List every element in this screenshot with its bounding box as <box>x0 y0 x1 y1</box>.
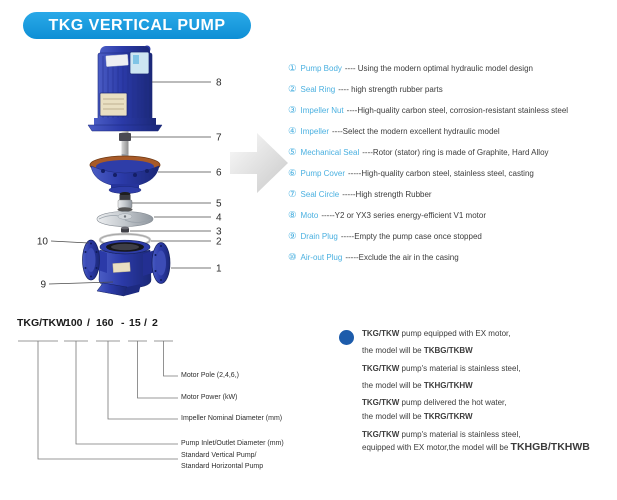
callout-6: 6 <box>216 167 222 179</box>
list-item <box>288 205 614 226</box>
part-name: Pump Body <box>300 64 342 73</box>
pump-body-illustration <box>83 240 171 296</box>
callout-2: 2 <box>216 236 222 248</box>
model-segment-power: 15 <box>129 317 141 329</box>
part-desc: -----High-quality carbon steel, stainless steel, casting <box>348 169 534 178</box>
part-name: Impeller <box>300 127 329 136</box>
pump-cover-illustration <box>90 156 160 194</box>
model-segment-inlet: 100 <box>65 317 83 329</box>
note-text: pump's material is stainless steel, <box>399 364 521 373</box>
note-line <box>362 329 511 342</box>
part-desc: ----Select the modern excellent hydraulic model <box>331 127 500 136</box>
parts-list <box>288 58 614 268</box>
part-name: Air-out Plug <box>300 253 343 262</box>
item-number: ② <box>288 84 297 95</box>
note-text: pump's material is stainless steel, <box>399 430 521 439</box>
title-banner <box>23 12 251 39</box>
motor-illustration <box>88 46 162 132</box>
item-number: ⑤ <box>288 147 297 158</box>
label-motor-pole: Motor Pole (2,4,6,) <box>181 372 239 379</box>
model-segment-impeller: 160 <box>96 317 114 329</box>
list-item <box>288 121 614 142</box>
model-separator: / <box>87 317 90 329</box>
item-number: ⑨ <box>288 231 297 242</box>
note-text: the model will be <box>362 346 424 355</box>
model-separator: / <box>144 317 147 329</box>
part-desc: ----Rotor (stator) ring is made of Graphite, Hard Alloy <box>362 148 549 157</box>
list-item <box>288 247 614 268</box>
list-item <box>288 184 614 205</box>
model-code: TKG/TKW <box>362 329 400 338</box>
part-name: Moto <box>300 211 319 220</box>
list-item <box>288 163 614 184</box>
callout-1: 1 <box>216 263 222 275</box>
note-text: pump delivered the hot water, <box>399 398 507 407</box>
item-number: ⑩ <box>288 252 297 263</box>
model-segment-series: TKG/TKW <box>17 317 66 329</box>
item-number: ⑦ <box>288 189 297 200</box>
model-code: TKG/TKW <box>362 364 400 373</box>
model-segment-pole: 2 <box>152 317 158 329</box>
model-separator: - <box>121 317 125 329</box>
callout-10: 10 <box>36 236 48 248</box>
mechanical-seal-illustration <box>118 192 133 212</box>
note-text: the model will be <box>362 381 424 390</box>
model-code: TKBG/TKBW <box>423 346 473 355</box>
callout-3: 3 <box>216 226 222 238</box>
model-breakdown-lines <box>10 333 300 483</box>
callout-7: 7 <box>216 132 222 144</box>
note-line <box>362 441 590 454</box>
model-code: TKHG/TKHW <box>423 381 473 390</box>
note-text: pump equipped with EX motor, <box>399 329 511 338</box>
note-line <box>362 364 520 377</box>
part-name: Mechanical Seal <box>300 148 360 157</box>
note-text: equipped with EX motor,the model will be <box>362 443 511 452</box>
part-desc: -----Y2 or YX3 series energy-efficient V1 motor <box>321 211 486 220</box>
list-item <box>288 226 614 247</box>
page-title: TKG VERTICAL PUMP <box>48 16 226 34</box>
note-line <box>362 398 507 411</box>
label-standard-vertical: Standard Vertical Pump/ <box>181 452 257 459</box>
model-code: TKG/TKW <box>362 430 400 439</box>
part-desc: ---- Using the modern optimal hydraulic model design <box>344 64 533 73</box>
part-name: Drain Plug <box>300 232 338 241</box>
part-desc: ---- high strength rubber parts <box>338 85 443 94</box>
callout-8: 8 <box>216 77 222 89</box>
list-item <box>288 100 614 121</box>
list-item <box>288 58 614 79</box>
callout-4: 4 <box>216 212 222 224</box>
label-impeller-diameter: Impeller Nominal Diameter (mm) <box>181 415 283 422</box>
part-desc: -----Exclude the air in the casing <box>345 253 459 262</box>
part-desc: ----High-quality carbon steel, corrosion-resistant stainless steel <box>346 106 569 115</box>
model-code: TKHGB/TKHWB <box>510 441 590 453</box>
part-desc: -----Empty the pump case once stopped <box>340 232 482 241</box>
list-item <box>288 79 614 100</box>
pump-exploded-diagram <box>15 40 240 315</box>
label-inlet-outlet-diameter: Pump Inlet/Outlet Diameter (mm) <box>181 440 284 447</box>
callout-9: 9 <box>40 279 46 291</box>
part-name: Seal Ring <box>300 85 336 94</box>
model-code: TKRG/TKRW <box>423 412 473 421</box>
callout-5: 5 <box>216 198 222 210</box>
label-motor-power: Motor Power (kW) <box>181 394 238 401</box>
note-text: the model will be <box>362 412 424 421</box>
note-line <box>362 346 473 359</box>
item-number: ⑧ <box>288 210 297 221</box>
note-line <box>362 412 473 425</box>
part-name: Impeller Nut <box>300 106 344 115</box>
label-standard-horizontal: Standard Horizontal Pump <box>181 463 264 470</box>
impeller-nut-illustration <box>121 227 129 233</box>
item-number: ① <box>288 63 297 74</box>
item-number: ⑥ <box>288 168 297 179</box>
arrow-right-icon <box>225 125 295 200</box>
item-number: ③ <box>288 105 297 116</box>
part-desc: -----High strength Rubber <box>342 190 432 199</box>
model-code: TKG/TKW <box>362 398 400 407</box>
item-number: ④ <box>288 126 297 137</box>
part-name: Seal Circle <box>300 190 340 199</box>
note-line <box>362 381 473 394</box>
part-name: Pump Cover <box>300 169 345 178</box>
list-item <box>288 142 614 163</box>
bullet-icon <box>339 330 354 345</box>
impeller-illustration <box>97 212 153 227</box>
